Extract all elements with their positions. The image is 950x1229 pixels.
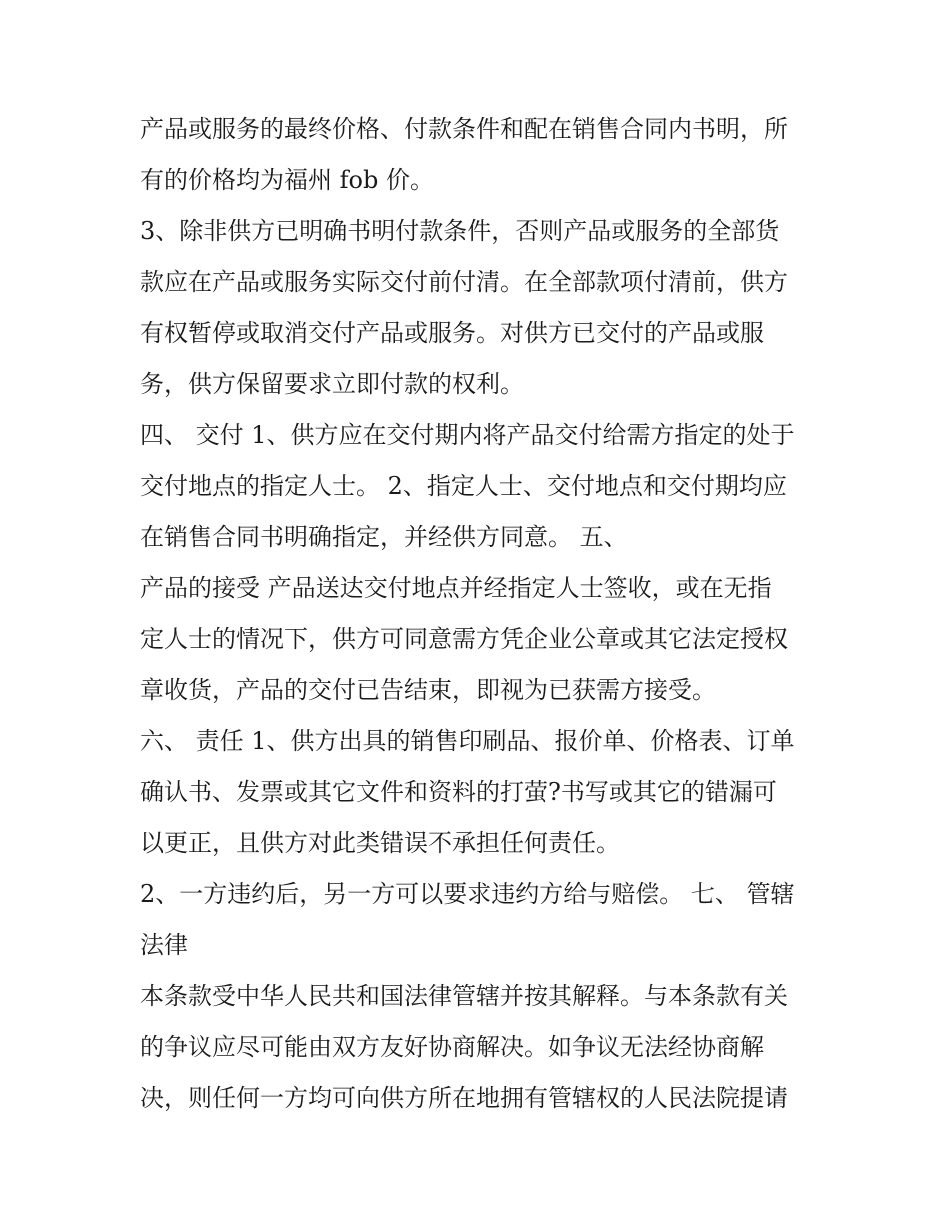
text-line: 以更正，且供方对此类错误不承担任何责任。 — [140, 829, 620, 857]
text-line: 定人士的情况下，供方可同意需方凭企业公章或其它法定授权 — [140, 625, 788, 653]
text-line: 四、 交付 1、供方应在交付期内将产品交付给需方指定的处于 — [140, 421, 795, 449]
text-line: 款应在产品或服务实际交付前付清。在全部款项付清前，供方 — [140, 268, 788, 296]
text-line: 确认书、发票或其它文件和资料的打萤?书写或其它的错漏可 — [140, 778, 777, 806]
text-line: 的争议应尽可能由双方友好协商解决。如争议无法经协商解 — [140, 1033, 764, 1061]
text-line: 有权暂停或取消交付产品或服务。对供方已交付的产品或服 — [140, 319, 764, 347]
document-body — [140, 104, 820, 1124]
text-line: 法律 — [140, 931, 188, 959]
text-line: 决，则任何一方均可向供方所在地拥有管辖权的人民法院提请 — [140, 1084, 788, 1112]
text-line: 产品的接受 产品送达交付地点并经指定人士签收，或在无指 — [140, 574, 772, 602]
text-line: 有的价格均为福州 fob 价。 — [140, 166, 434, 194]
text-line: 六、 责任 1、供方出具的销售印刷品、报价单、价格表、订单 — [140, 727, 795, 755]
text-line: 交付地点的指定人士。 2、指定人士、交付地点和交付期均应 — [140, 472, 787, 500]
text-line: 本条款受中华人民共和国法律管辖并按其解释。与本条款有关 — [140, 982, 788, 1010]
text-line: 产品或服务的最终价格、付款条件和配在销售合同内书明，所 — [140, 115, 788, 143]
text-line: 3、除非供方已明确书明付款条件，否则产品或服务的全部货 — [140, 217, 780, 245]
text-line: 2、一方违约后，另一方可以要求违约方给与赔偿。 七、 管辖 — [140, 880, 795, 908]
text-line: 章收货，产品的交付已告结束，即视为已获需方接受。 — [140, 676, 716, 704]
text-line: 在销售合同书明确指定，并经供方同意。 五、 — [140, 523, 628, 551]
text-line: 务，供方保留要求立即付款的权利。 — [140, 370, 524, 398]
